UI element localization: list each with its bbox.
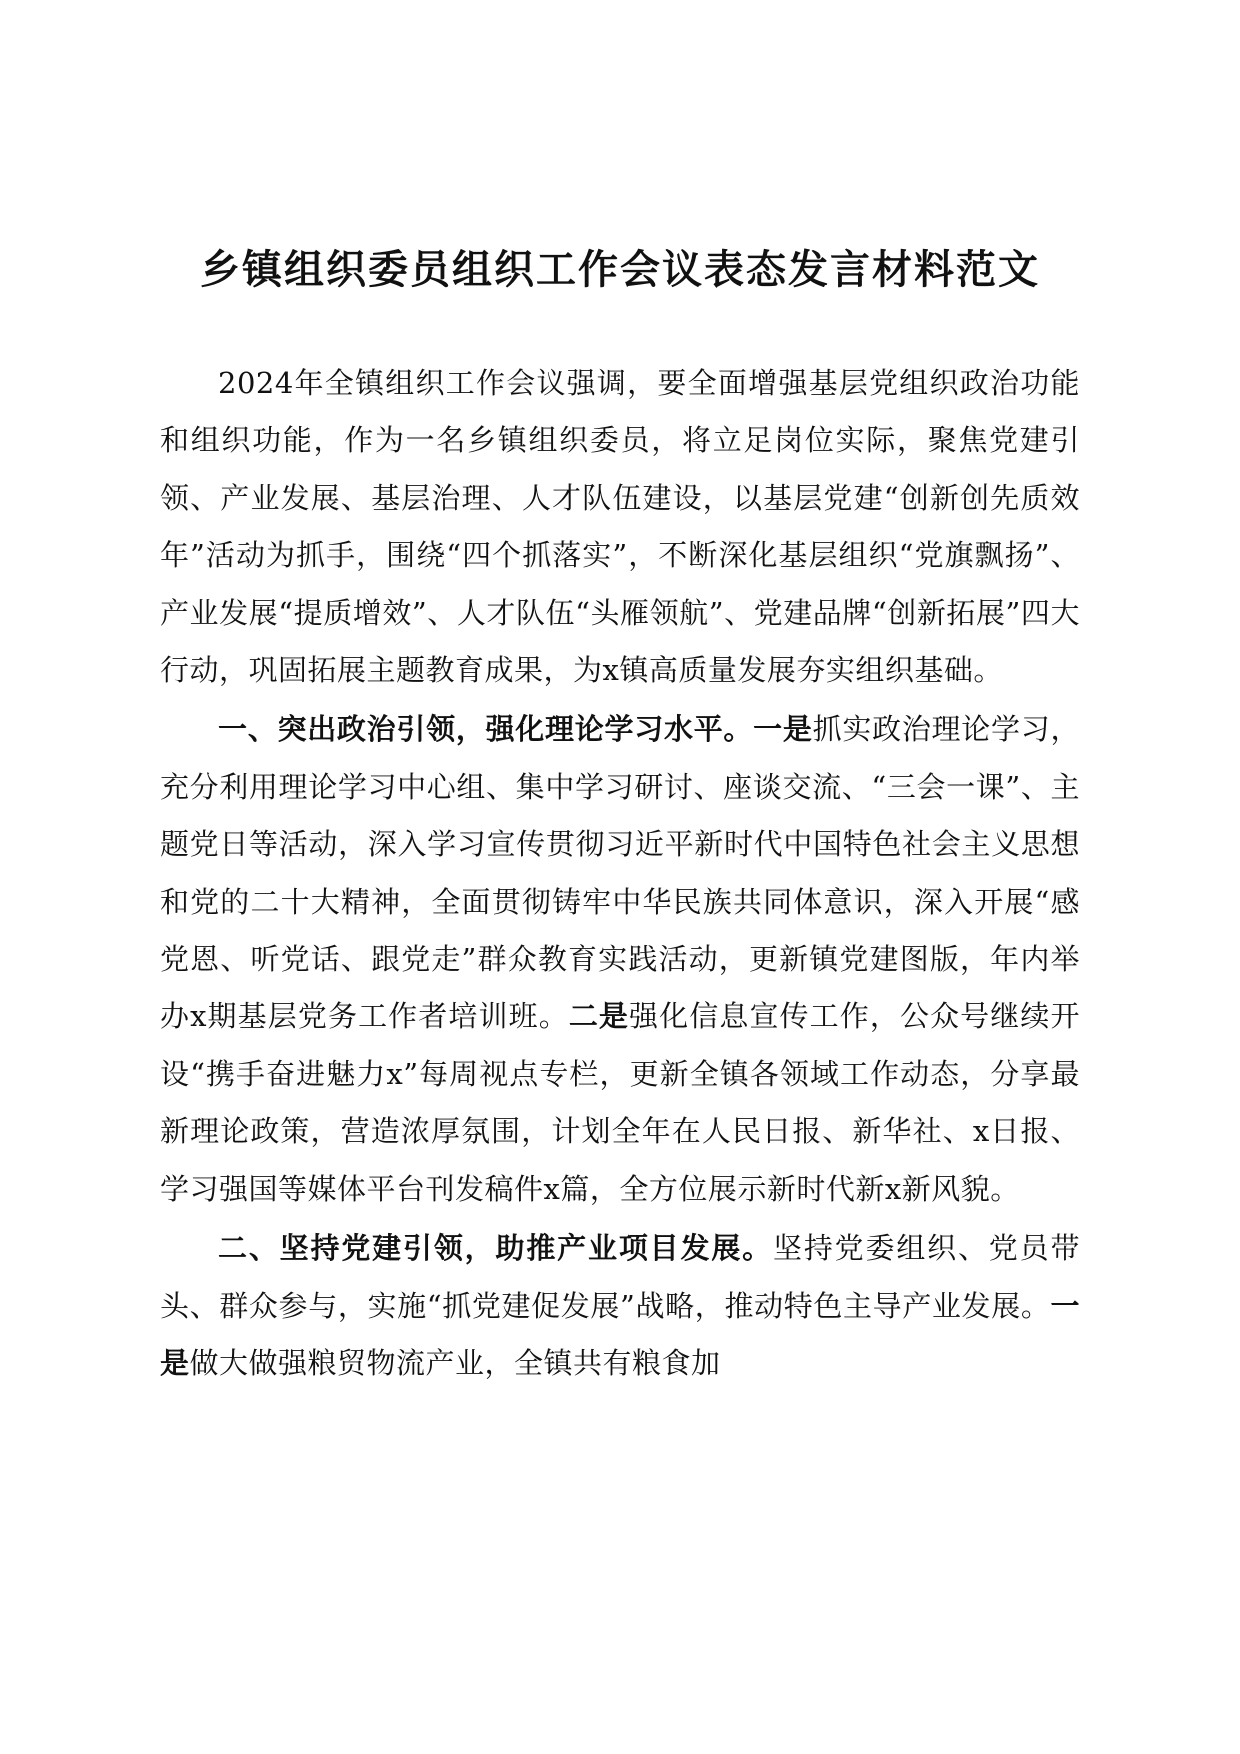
paragraph-text: 抓实政治理论学习，充分利用理论学习中心组、集中学习研讨、座谈交流、“三会一课”、主题党日等活动，深入学习宣传贯彻习近平新时代中国特色社会主义思想和党的二十大精神，全面贯彻铸牢中华民族共同体意识，深入开展“感党恩、听党话、跟党走”群众教育实践活动，更新镇党建图版，年内举办x期基层党务工作者培训班。 [160,712,1080,1034]
paragraph-text: 2024年全镇组织工作会议强调，要全面增强基层党组织政治功能和组织功能，作为一名乡镇组织委员，将立足岗位实际，聚焦党建引领、产业发展、基层治理、人才队伍建设，以基层党建“创新创先质效年”活动为抓手，围绕“四个抓落实”，不断深化基层组织“党旗飘扬”、产业发展“提质增效”、人才队伍“头雁领航”、党建品牌“创新拓展”四大行动，巩固拓展主题教育成果，为x镇高质量发展夯实组织基础。 [160,366,1080,688]
paragraph-text: 强化信息宣传工作，公众号继续开设“携手奋进魅力x”每周视点专栏，更新全镇各领域工作动态，分享最新理论政策，营造浓厚氛围，计划全年在人民日报、新华社、x日报、学习强国等媒体平台刊发稿件x篇，全方位展示新时代新x新风貌。 [160,999,1080,1206]
document-title: 乡镇组织委员组织工作会议表态发言材料范文 [200,247,1040,293]
bold-heading-text: 二、坚持党建引领，助推产业项目发展。 [218,1231,773,1266]
body-paragraph [160,1220,1080,1392]
paragraph-text: 做大做强粮贸物流产业，全镇共有粮食加 [189,1345,721,1380]
body-paragraph [160,701,1080,1218]
bold-heading-text: 一、突出政治引领，强化理论学习水平。 [218,712,754,747]
document-body [160,355,1080,1394]
bold-heading-text: 二是 [568,999,630,1034]
bold-heading-text: 一是 [160,1288,1080,1380]
paragraph-text: 坚持党委组织、党员带头、群众参与，实施“抓党建促发展”战略，推动特色主导产业发展。 [160,1231,1080,1323]
bold-heading-text: 一是 [753,712,813,747]
body-paragraph [160,355,1080,699]
